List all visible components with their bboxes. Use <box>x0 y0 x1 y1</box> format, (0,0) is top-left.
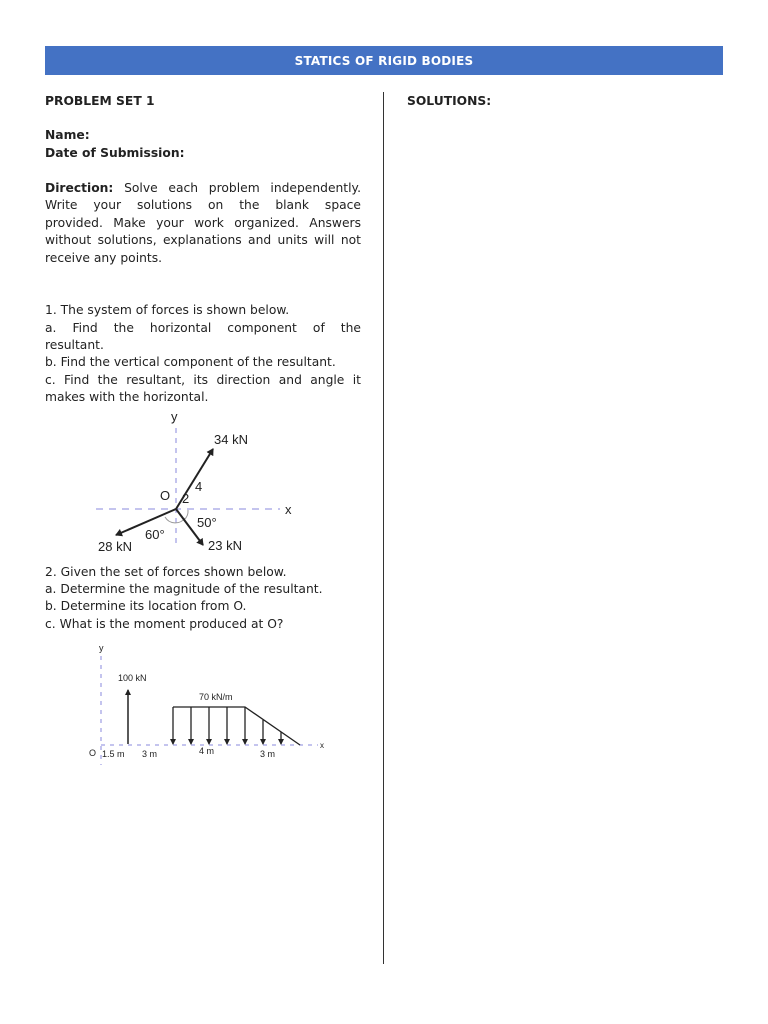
p1-line-6: makes with the horizontal. <box>45 390 209 404</box>
p1-line-2: a. Find the horizontal component of the <box>45 321 361 335</box>
dim-3-label: 4 m <box>199 746 215 756</box>
dim-1-label: 1.5 m <box>102 749 125 759</box>
p1-line-3: resultant. <box>45 338 104 352</box>
dim-2-label: 3 m <box>142 749 158 759</box>
force-28-label: 28 kN <box>98 539 132 554</box>
direction-text-1: Solve each problem independently. <box>124 181 361 195</box>
p1-line-1: 1. The system of forces is shown below. <box>45 303 290 317</box>
date-label: Date of Submission: <box>45 146 185 160</box>
angle-60-label: 60° <box>145 527 165 542</box>
solutions-heading: SOLUTIONS: <box>407 94 492 108</box>
name-label: Name: <box>45 128 90 142</box>
fig1-x-label: x <box>285 502 292 517</box>
fig1-y-label: y <box>171 409 178 424</box>
banner-title: STATICS OF RIGID BODIES <box>294 53 474 68</box>
force-34-label: 34 kN <box>214 432 248 447</box>
direction-line-5: receive any points. <box>45 251 163 265</box>
slope-rise-label: 4 <box>195 479 203 494</box>
p2-line-1: 2. Given the set of forces shown below. <box>45 565 287 579</box>
p2-line-2: a. Determine the magnitude of the resultant. <box>45 582 323 596</box>
direction-line-4: without solutions, explanations and units will not <box>45 233 361 247</box>
direction-line-2: Write your solutions on the blank space <box>45 198 361 212</box>
slope-run-label: 2 <box>182 491 190 506</box>
problem-set-heading: PROBLEM SET 1 <box>45 94 155 108</box>
direction-label: Direction: <box>45 181 114 195</box>
p2-line-3: b. Determine its location from O. <box>45 599 247 613</box>
point-load-label: 100 kN <box>118 673 147 683</box>
force-23-label: 23 kN <box>208 538 242 553</box>
fig1-origin-label: O <box>160 488 171 503</box>
dist-load-label: 70 kN/m <box>199 692 233 702</box>
p1-line-5: c. Find the resultant, its direction and angle it <box>45 373 361 387</box>
fig2-origin-label: O <box>89 748 97 758</box>
dim-4-label: 3 m <box>260 749 276 759</box>
direction-line-3: provided. Make your work organized. Answers <box>45 216 361 230</box>
fig2-y-label: y <box>99 643 104 653</box>
distributed-load-figure <box>89 643 324 765</box>
fig2-x-label: x <box>320 741 324 750</box>
p1-line-4: b. Find the vertical component of the resultant. <box>45 355 336 369</box>
p2-line-4: c. What is the moment produced at O? <box>45 617 284 631</box>
angle-50-label: 50° <box>197 515 217 530</box>
